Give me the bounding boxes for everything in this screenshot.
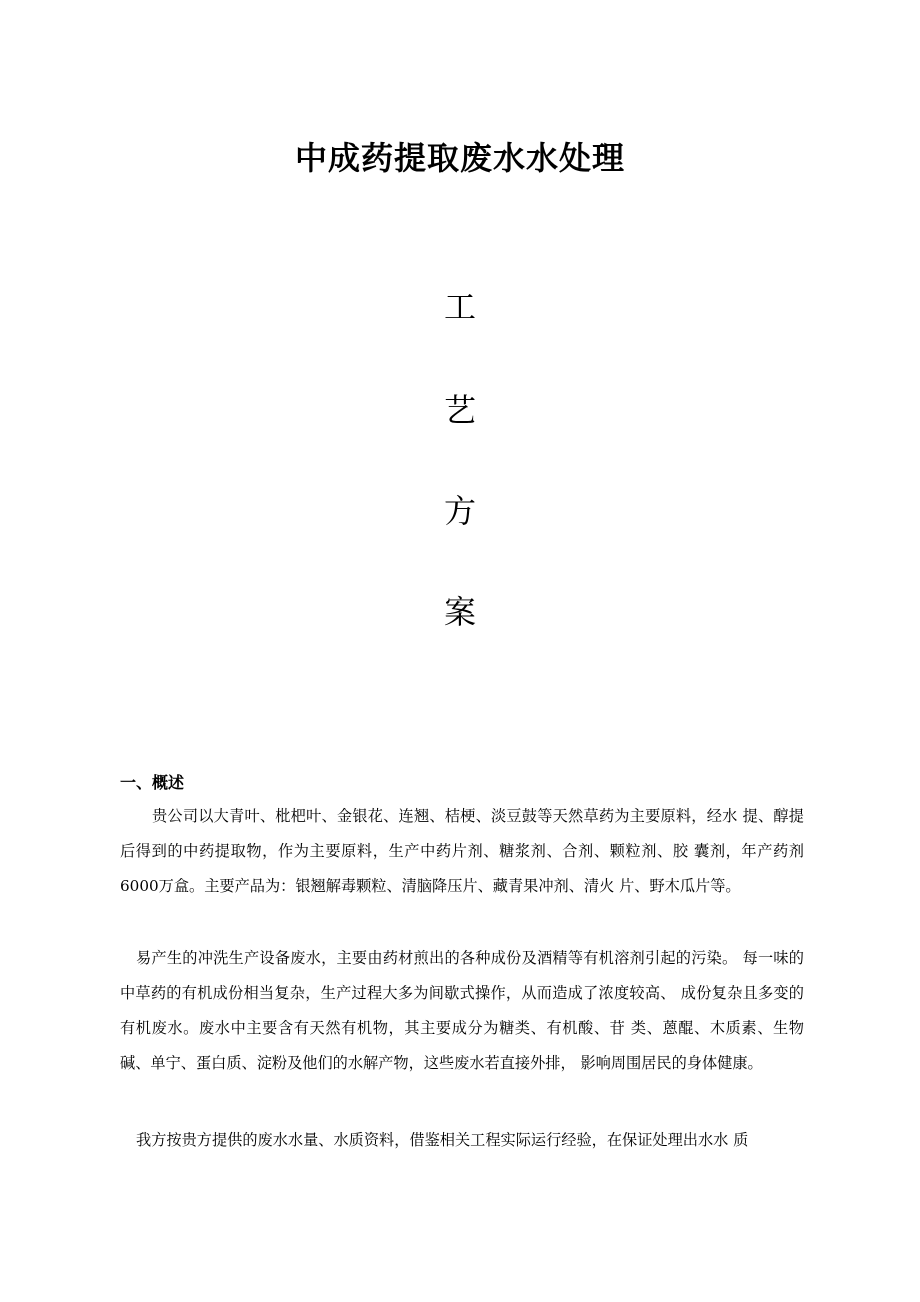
- vertical-subtitle-char-2: 艺: [443, 391, 476, 429]
- paragraph-overview-3: 我方按贵方提供的废水水量、水质资料，借鉴相关工程实际运行经验，在保证处理出水水 质: [136, 1131, 749, 1149]
- paragraph-overview-1: 贵公司以大青叶、枇杷叶、金银花、连翘、桔梗、淡豆鼓等天然草药为主要原料，经水 提、醇提后得到的中药提取物，作为主要原料，生产中药片剂、糖浆剂、合剂、颗粒剂、胶 囊剂，年产药剂6000万盒。主要产品为：银翘解毒颗粒、清脑降压片、藏青果冲剂、清火 片、野木瓜片等。: [120, 807, 804, 895]
- vertical-subtitle-char-1: 工: [443, 288, 476, 326]
- vertical-subtitle-char-3: 方: [443, 492, 476, 530]
- page-title: 中成药提取废水水处理: [294, 139, 625, 177]
- section-heading: 一、概述: [120, 773, 185, 792]
- paragraph-overview-2: 易产生的冲洗生产设备废水，主要由药材煎出的各种成份及酒精等有机溶剂引起的污染。 每一味的中草药的有机成份相当复杂，生产过程大多为间歇式操作，从而造成了浓度较高、 成份复杂且多变的有机废水。废水中主要含有天然有机物，其主要成分为糖类、有机酸、苷 类、蒽醌、木质素、生物碱、单宁、蛋白质、淀粉及他们的水解产物，这些废水若直接外排， 影响周围居民的身体健康。: [120, 949, 804, 1072]
- vertical-subtitle-char-4: 案: [443, 593, 476, 631]
